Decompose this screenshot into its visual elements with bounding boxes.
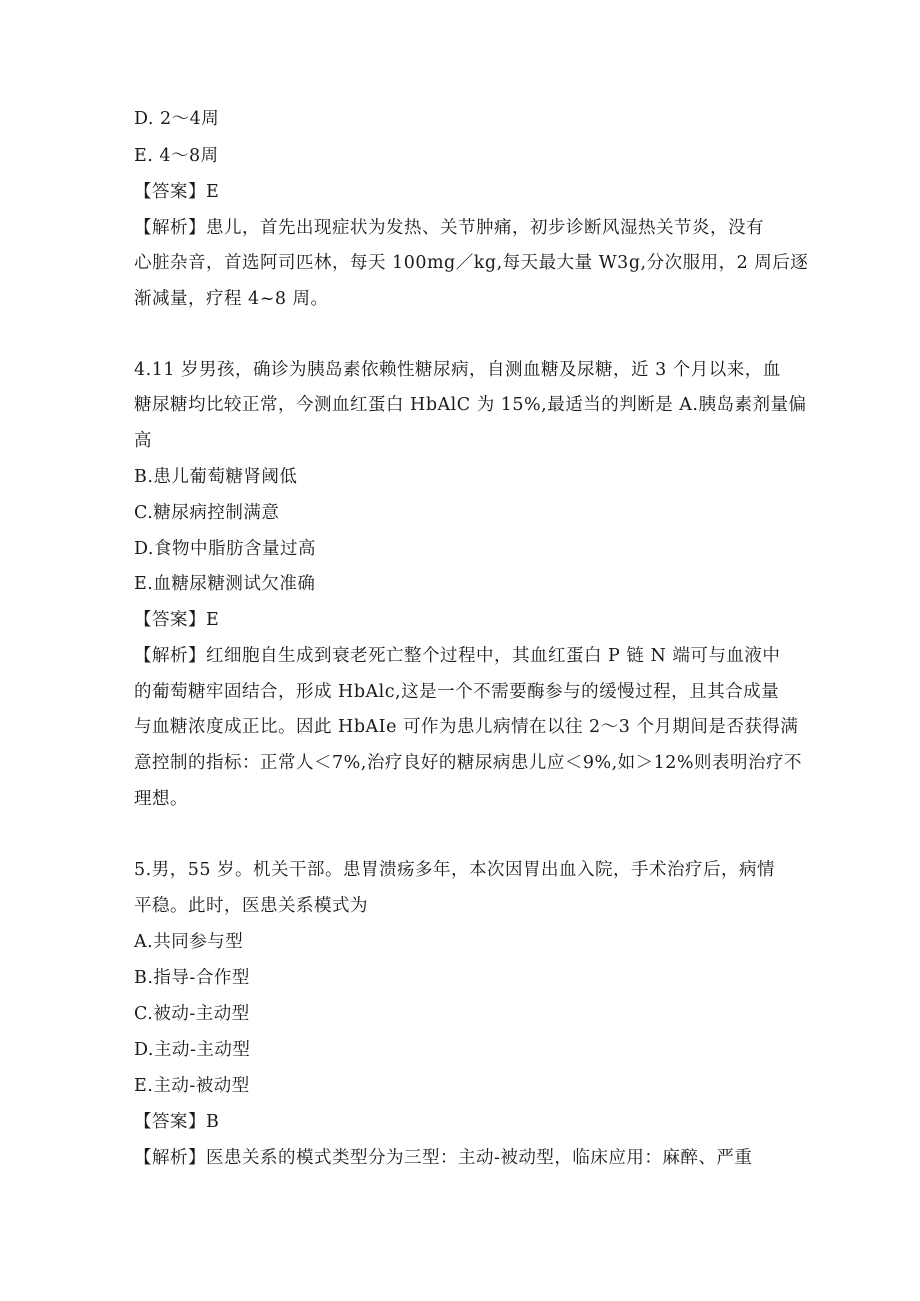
q3-answer: 【答案】E [134, 182, 220, 202]
q5-answer: 【答案】B [134, 1112, 220, 1132]
q4-option-d: D.食物中脂肪含量过高 [134, 539, 316, 559]
q4-answer: 【答案】E [134, 610, 220, 630]
q5-analysis-line-1: 【解析】医患关系的模式类型分为三型：主动-被动型，临床应用：麻醉、严重 [134, 1148, 753, 1168]
q3-option-d: D. 2～4周 [134, 109, 220, 129]
q4-stem-line-1: 4.11 岁男孩，确诊为胰岛素依赖性糖尿病，自测血糖及尿糖，近 3 个月以来，血 [134, 360, 781, 380]
q4-analysis-line-3: 与血糖浓度成正比。因此 HbAIe 可作为患儿病情在以往 2～3 个月期间是否获得满 [134, 717, 799, 737]
q5-option-d: D.主动-主动型 [134, 1040, 251, 1060]
q5-option-a: A.共同参与型 [134, 932, 244, 952]
q5-option-c: C.被动-主动型 [134, 1004, 250, 1024]
q3-analysis-line-2: 心脏杂音，首选阿司匹林，每天 100mg／kg,每天最大量 W3g,分次服用，2 周后逐 [134, 253, 809, 273]
q5-option-b: B.指导-合作型 [134, 968, 250, 988]
q4-stem-line-3: 高 [134, 431, 152, 451]
q3-analysis-line-1: 【解析】患儿，首先出现症状为发热、关节肿痛，初步诊断风湿热关节炎，没有 [134, 218, 764, 238]
q4-analysis-line-2: 的葡萄糖牢固结合，形成 HbAlc,这是一个不需要酶参与的缓慢过程，且其合成量 [134, 682, 780, 702]
q4-analysis-line-4: 意控制的指标：正常人＜7%,治疗良好的糖尿病患儿应＜9%,如＞12%则表明治疗不 [134, 753, 803, 773]
q4-option-c: C.糖尿病控制满意 [134, 503, 280, 523]
q5-stem-line-1: 5.男，55 岁。机关干部。患胃溃疡多年，本次因胃出血入院，手术治疗后，病情 [134, 860, 776, 880]
q4-stem-line-2: 糖尿糖均比较正常，今测血红蛋白 HbAlC 为 15%,最适当的判断是 A.胰岛素剂量偏 [134, 395, 807, 415]
q4-option-e: E.血糖尿糖测试欠准确 [134, 574, 316, 594]
q4-option-b: B.患儿葡萄糖肾阈低 [134, 467, 298, 487]
q4-analysis-line-1: 【解析】红细胞自生成到衰老死亡整个过程中，其血红蛋白 P 链 N 端可与血液中 [134, 646, 781, 666]
q4-analysis-line-5: 理想。 [134, 789, 188, 809]
q5-stem-line-2: 平稳。此时，医患关系模式为 [134, 896, 368, 916]
q3-analysis-line-3: 渐减量，疗程 4~8 周。 [134, 289, 329, 309]
q3-option-e: E. 4～8周 [134, 146, 219, 166]
q5-option-e: E.主动-被动型 [134, 1076, 250, 1096]
